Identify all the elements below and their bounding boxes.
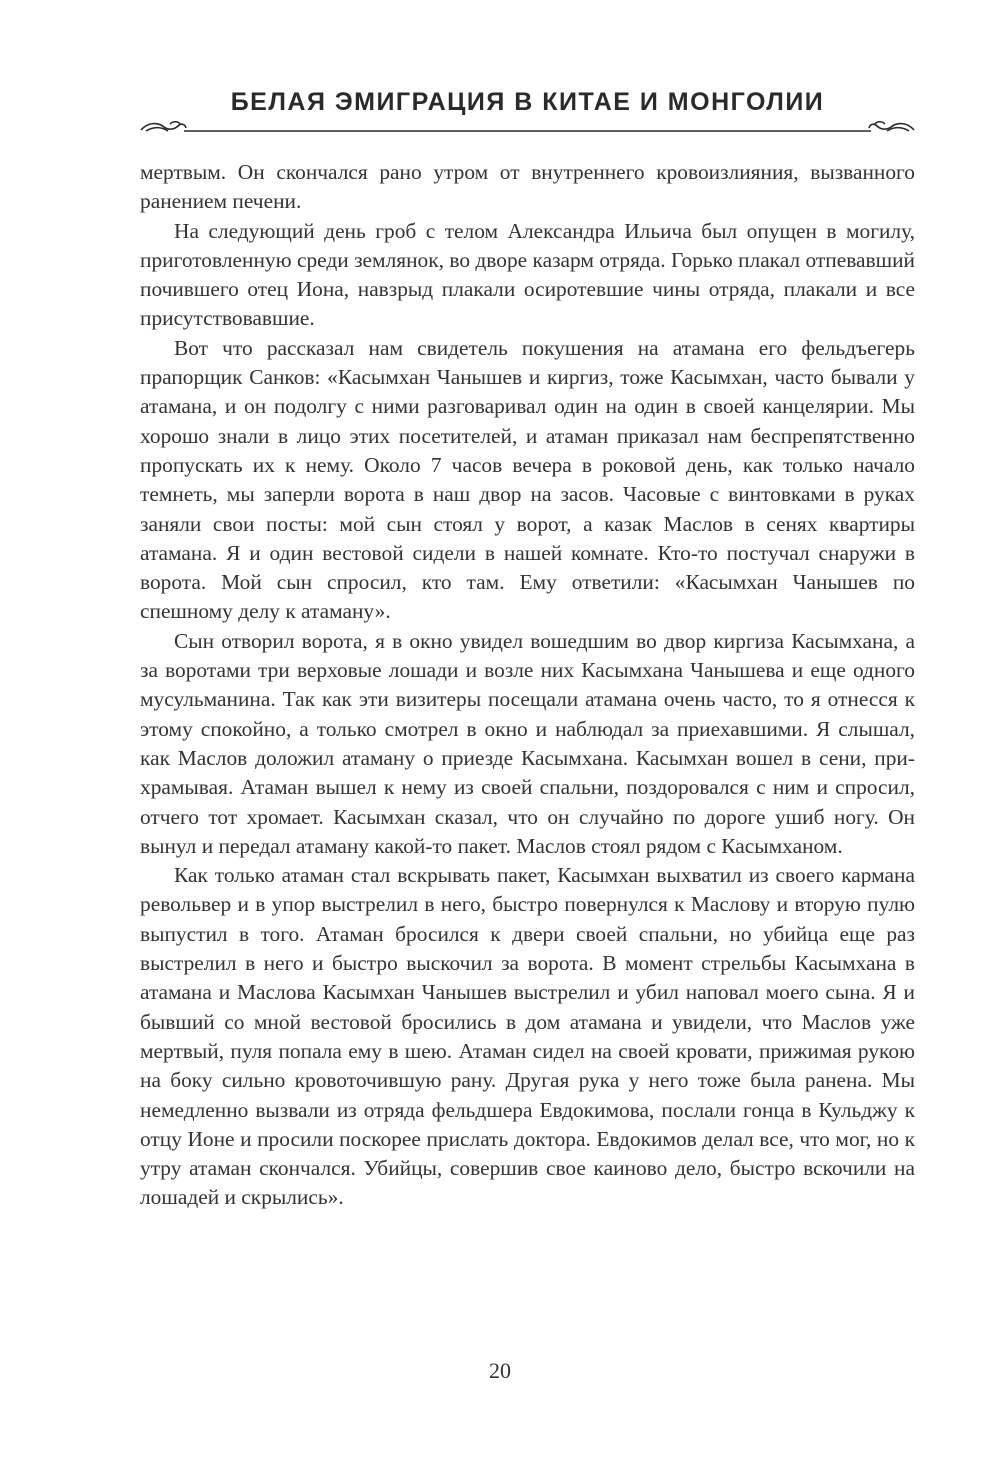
paragraph: Вот что рассказал нам свидетель покушения на атамана его фельдъегерь прапорщик Санков: «Касымхан Чанышев и киргиз, тоже Касымхан, часто бывали у атамана, и он подолгу с ними разговаривал один на один в своей канцелярии. Мы хорошо знали в лицо этих посетителей, и атаман приказал нам беспрепятственно пропускать их к нему. Около 7 часов вечера в роковой день, как только начало темнеть, мы заперли ворота в наш двор на засов. Часовые с винтовками в руках заняли свои посты: мой сын стоял у ворот, а казак Маслов в сенях квартиры атамана. Я и один вестовой сидели в нашей комнате. Кто-то постучал снаружи в ворота. Мой сын спросил, кто там. Ему ответили: «Касымхан Чанышев по спешному делу к атаману». [140,335,915,624]
paragraph: мертвым. Он скончался рано утром от внутреннего кровоизлияния, вызванного ранением печени. [140,160,915,214]
main-text [140,158,915,1213]
header-title: БЕЛАЯ ЭМИГРАЦИЯ В КИТАЕ И МОНГОЛИИ [230,88,825,116]
paragraph: Сын отворил ворота, я в окно увидел вошедшим во двор киргиза Касымхана, а за воротами три верховые лошади и возле них Касымхана Чанышева и еще одного мусульманина. Так как эти визитеры посещали атамана очень часто, то я отнесся к этому спокойно, а только смотрел в окно и наблюдал за приехавшими. Я слышал, как Маслов доложил атаману о приезде Касымхана. Касымхан вошел в сени, прихрамывая. Атаман вышел к нему из своей спальни, поздоровался с ним и спросил, отчего тот хромает. Касымхан сказал, что он случайно по дороге ушиб ногу. Он вынул и передал атаману какой-то пакет. Маслов стоял рядом с Касымханом. [140,628,915,858]
paragraph: Как только атаман стал вскрывать пакет, Касымхан выхватил из своего кармана револьвер и в упор выстрелил в него, быстро повернулся к Маслову и вторую пулю выпустил в того. Атаман бросился к двери своей спальни, но убийца еще раз выстрелил в него и быстро выскочил за ворота. В момент стрельбы Касымхана в атамана и Маслова Касымхан Чанышев выстрелил и убил наповал моего сына. Я и бывший со мной вестовой бросились в дом атамана и увидели, что Маслов уже мертвый, пуля попала ему в шею. Атаман сидел на своей кровати, прижимая рукою на боку сильно кровоточившую рану. Другая рука у него тоже была ранена. Мы немедленно вызвали из отряда фельдшера Евдокимова, послали гонца в Кульджу к отцу Ионе и просили поскорее прислать доктора. Евдокимов делал все, что мог, но к утру атаман скончался. Убийцы, совершив свое каиново дело, быстро вскочили на лошадей и скрылись». [140,863,915,1210]
page-number: 20 [489,1358,511,1383]
right-flourish-icon [869,122,914,131]
left-flourish-icon [141,122,186,131]
header-rule-ornament [140,120,915,134]
paragraph: На следующий день гроб с телом Александра Ильича был опущен в могилу, приготовленную среди землянок, во дворе казарм отряда. Горько плакал отпевавший почившего отец Иона, навзрыд плакали осиротевшие чины отряда, плакали и все присутствовавшие. [140,218,915,331]
running-header [140,84,915,134]
